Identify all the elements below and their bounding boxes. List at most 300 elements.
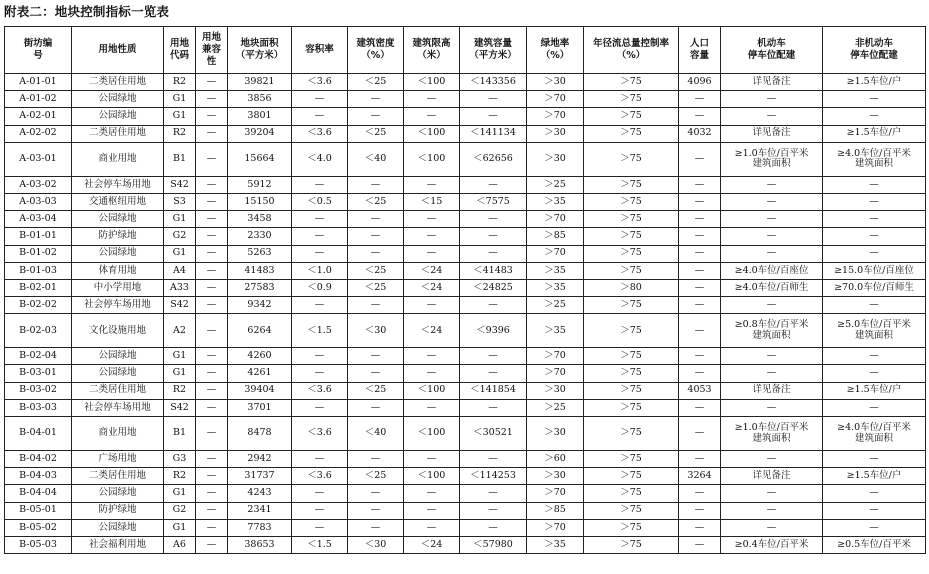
table-cell: —: [404, 502, 460, 519]
table-row: [5, 536, 926, 553]
table-cell: 详见备注: [721, 382, 823, 399]
table-cell: 2341: [228, 502, 292, 519]
table-cell: —: [196, 348, 228, 365]
table-cell: —: [348, 502, 404, 519]
table-cell: —: [679, 348, 721, 365]
table-cell: —: [679, 176, 721, 193]
table-cell: —: [404, 348, 460, 365]
table-row: [5, 297, 926, 314]
table-cell: —: [823, 228, 926, 245]
table-cell: 文化设施用地: [72, 314, 164, 348]
table-cell: ＞75: [584, 519, 679, 536]
table-cell: ＜7575: [460, 193, 527, 210]
table-cell: 4053: [679, 382, 721, 399]
column-header: 建筑限高 （米）: [404, 27, 460, 74]
table-cell: ＞35: [527, 193, 584, 210]
table-cell: —: [196, 245, 228, 262]
table-cell: —: [348, 485, 404, 502]
table-cell: —: [721, 519, 823, 536]
table-cell: —: [679, 399, 721, 416]
table-cell: 3264: [679, 468, 721, 485]
table-row: [5, 176, 926, 193]
table-cell: —: [460, 485, 527, 502]
table-cell: A-03-03: [5, 193, 72, 210]
table-cell: R2: [164, 125, 196, 142]
table-cell: —: [292, 176, 348, 193]
table-cell: 39821: [228, 74, 292, 91]
table-cell: ＞70: [527, 108, 584, 125]
table-cell: B-04-02: [5, 451, 72, 468]
table-row: [5, 108, 926, 125]
table-cell: ＜100: [404, 417, 460, 451]
table-cell: 中小学用地: [72, 279, 164, 296]
table-cell: ≥1.5车位/户: [823, 74, 926, 91]
table-cell: ＞75: [584, 142, 679, 176]
table-cell: —: [348, 348, 404, 365]
table-cell: ＜24: [404, 262, 460, 279]
table-cell: 交通枢纽用地: [72, 193, 164, 210]
table-cell: B-03-02: [5, 382, 72, 399]
table-cell: —: [679, 108, 721, 125]
table-cell: 9342: [228, 297, 292, 314]
table-cell: —: [196, 519, 228, 536]
table-cell: R2: [164, 74, 196, 91]
table-cell: —: [679, 485, 721, 502]
table-cell: ≥1.5车位/户: [823, 125, 926, 142]
table-cell: —: [292, 245, 348, 262]
table-cell: ≥0.4车位/百平米: [721, 536, 823, 553]
table-cell: ＜1.0: [292, 262, 348, 279]
table-cell: —: [721, 193, 823, 210]
table-cell: ＜3.6: [292, 74, 348, 91]
table-cell: —: [823, 365, 926, 382]
table-cell: B-02-01: [5, 279, 72, 296]
table-cell: ＞85: [527, 228, 584, 245]
table-cell: ＞75: [584, 399, 679, 416]
table-cell: —: [292, 348, 348, 365]
table-cell: ＜0.5: [292, 193, 348, 210]
table-cell: —: [196, 314, 228, 348]
table-cell: ＞35: [527, 279, 584, 296]
table-cell: —: [348, 245, 404, 262]
table-cell: ＞75: [584, 485, 679, 502]
table-cell: —: [196, 228, 228, 245]
table-cell: G2: [164, 228, 196, 245]
table-cell: 38653: [228, 536, 292, 553]
table-cell: 公园绿地: [72, 245, 164, 262]
table-cell: B1: [164, 142, 196, 176]
table-cell: ≥4.0车位/百平米 建筑面积: [823, 417, 926, 451]
table-cell: B-05-03: [5, 536, 72, 553]
table-cell: B-01-03: [5, 262, 72, 279]
table-cell: 公园绿地: [72, 108, 164, 125]
table-cell: —: [721, 245, 823, 262]
table-cell: 15150: [228, 193, 292, 210]
table-cell: ＜40: [348, 417, 404, 451]
table-cell: ＜100: [404, 125, 460, 142]
table-cell: ＞35: [527, 536, 584, 553]
table-row: [5, 193, 926, 210]
table-cell: —: [679, 297, 721, 314]
table-cell: 公园绿地: [72, 211, 164, 228]
table-row: [5, 142, 926, 176]
table-cell: 5263: [228, 245, 292, 262]
table-cell: B-03-01: [5, 365, 72, 382]
table-cell: —: [823, 193, 926, 210]
table-cell: ＞70: [527, 245, 584, 262]
table-cell: —: [460, 365, 527, 382]
table-cell: R2: [164, 382, 196, 399]
table-cell: —: [196, 502, 228, 519]
column-header: 街坊编 号: [5, 27, 72, 74]
table-cell: —: [823, 91, 926, 108]
table-cell: —: [679, 228, 721, 245]
table-cell: ＞85: [527, 502, 584, 519]
table-cell: ＞70: [527, 519, 584, 536]
table-cell: A-01-02: [5, 91, 72, 108]
table-cell: ＜25: [348, 382, 404, 399]
table-cell: ＜3.6: [292, 382, 348, 399]
table-cell: ≥1.5车位/户: [823, 382, 926, 399]
table-cell: —: [348, 91, 404, 108]
table-cell: 商业用地: [72, 142, 164, 176]
table-cell: —: [348, 176, 404, 193]
table-cell: —: [196, 297, 228, 314]
table-cell: ＞25: [527, 176, 584, 193]
table-cell: —: [679, 211, 721, 228]
column-header: 机动车 停车位配建: [721, 27, 823, 74]
table-cell: B-02-03: [5, 314, 72, 348]
table-row: [5, 262, 926, 279]
table-cell: —: [348, 365, 404, 382]
table-cell: —: [196, 211, 228, 228]
table-cell: A-03-02: [5, 176, 72, 193]
table-cell: ＞75: [584, 365, 679, 382]
column-header: 建筑密度 （%）: [348, 27, 404, 74]
table-cell: 5912: [228, 176, 292, 193]
table-cell: —: [460, 176, 527, 193]
table-cell: A6: [164, 536, 196, 553]
table-cell: A-03-01: [5, 142, 72, 176]
table-cell: ＜3.6: [292, 468, 348, 485]
table-cell: —: [348, 451, 404, 468]
table-cell: —: [404, 91, 460, 108]
table-cell: —: [196, 365, 228, 382]
table-cell: ＞75: [584, 176, 679, 193]
table-cell: ＞30: [527, 125, 584, 142]
table-cell: —: [460, 211, 527, 228]
table-cell: ＜24825: [460, 279, 527, 296]
table-cell: —: [460, 91, 527, 108]
table-cell: ＞75: [584, 228, 679, 245]
table-cell: —: [196, 382, 228, 399]
table-cell: —: [292, 91, 348, 108]
table-cell: ＞30: [527, 468, 584, 485]
table-cell: ＜100: [404, 142, 460, 176]
table-cell: —: [404, 228, 460, 245]
table-cell: —: [196, 279, 228, 296]
table-cell: ＜30: [348, 536, 404, 553]
column-header: 容积率: [292, 27, 348, 74]
table-cell: —: [348, 399, 404, 416]
table-cell: ＜30521: [460, 417, 527, 451]
table-cell: 公园绿地: [72, 485, 164, 502]
table-cell: ＞75: [584, 536, 679, 553]
table-cell: 39404: [228, 382, 292, 399]
table-cell: ≥4.0车位/百师生: [721, 279, 823, 296]
table-cell: ＞75: [584, 417, 679, 451]
table-cell: S42: [164, 399, 196, 416]
table-cell: —: [292, 108, 348, 125]
table-cell: 31737: [228, 468, 292, 485]
table-cell: —: [460, 399, 527, 416]
table-cell: ≥5.0车位/百平米 建筑面积: [823, 314, 926, 348]
table-cell: ＞75: [584, 245, 679, 262]
table-cell: 2330: [228, 228, 292, 245]
table-cell: G3: [164, 451, 196, 468]
table-cell: 3856: [228, 91, 292, 108]
table-cell: B1: [164, 417, 196, 451]
table-row: [5, 228, 926, 245]
table-cell: —: [721, 485, 823, 502]
table-cell: A33: [164, 279, 196, 296]
table-cell: —: [292, 399, 348, 416]
table-row: [5, 382, 926, 399]
table-cell: 公园绿地: [72, 91, 164, 108]
table-cell: —: [721, 211, 823, 228]
table-cell: —: [679, 417, 721, 451]
table-cell: —: [460, 228, 527, 245]
table-cell: G1: [164, 91, 196, 108]
table-cell: —: [348, 228, 404, 245]
table-cell: ＞30: [527, 417, 584, 451]
table-cell: ＜41483: [460, 262, 527, 279]
table-cell: 体育用地: [72, 262, 164, 279]
table-cell: 二类居住用地: [72, 468, 164, 485]
table-cell: —: [823, 519, 926, 536]
table-cell: ＞75: [584, 468, 679, 485]
page-title: 附表二：地块控制指标一览表: [4, 4, 170, 19]
table-cell: —: [679, 142, 721, 176]
table-cell: —: [823, 176, 926, 193]
table-cell: ≥70.0车位/百师生: [823, 279, 926, 296]
table-cell: 4261: [228, 365, 292, 382]
table-cell: —: [460, 348, 527, 365]
table-cell: ＞25: [527, 399, 584, 416]
table-cell: ＜3.6: [292, 417, 348, 451]
table-cell: 二类居住用地: [72, 74, 164, 91]
table-cell: —: [404, 245, 460, 262]
table-cell: ＞75: [584, 108, 679, 125]
table-cell: 15664: [228, 142, 292, 176]
table-cell: —: [404, 176, 460, 193]
table-cell: 6264: [228, 314, 292, 348]
table-cell: ＜15: [404, 193, 460, 210]
table-cell: —: [721, 451, 823, 468]
column-header: 建筑容量 （平方米）: [460, 27, 527, 74]
table-cell: ＜25: [348, 74, 404, 91]
table-row: [5, 74, 926, 91]
table-cell: —: [679, 262, 721, 279]
table-cell: ＞75: [584, 193, 679, 210]
table-cell: ＜143356: [460, 74, 527, 91]
table-row: [5, 485, 926, 502]
table-cell: ＜141134: [460, 125, 527, 142]
table-cell: —: [679, 519, 721, 536]
table-cell: ＞35: [527, 262, 584, 279]
table-cell: 3801: [228, 108, 292, 125]
table-row: [5, 245, 926, 262]
table-cell: ＜30: [348, 314, 404, 348]
table-cell: B-04-04: [5, 485, 72, 502]
table-cell: ＞75: [584, 314, 679, 348]
table-row: [5, 314, 926, 348]
table-cell: —: [348, 108, 404, 125]
table-cell: B-04-03: [5, 468, 72, 485]
table-row: [5, 365, 926, 382]
table-cell: A-01-01: [5, 74, 72, 91]
table-cell: —: [823, 245, 926, 262]
table-cell: 公园绿地: [72, 365, 164, 382]
column-header: 用地性质: [72, 27, 164, 74]
table-cell: A2: [164, 314, 196, 348]
table-cell: 防护绿地: [72, 228, 164, 245]
table-cell: ≥4.0车位/百平米 建筑面积: [823, 142, 926, 176]
table-cell: ＜4.0: [292, 142, 348, 176]
table-cell: 4032: [679, 125, 721, 142]
table-cell: G2: [164, 502, 196, 519]
table-cell: ＜1.5: [292, 314, 348, 348]
table-cell: —: [404, 519, 460, 536]
table-row: [5, 125, 926, 142]
table-row: [5, 211, 926, 228]
column-header: 人口 容量: [679, 27, 721, 74]
table-cell: —: [196, 417, 228, 451]
table-cell: 二类居住用地: [72, 125, 164, 142]
table-cell: —: [292, 228, 348, 245]
table-cell: —: [404, 399, 460, 416]
table-cell: B-01-02: [5, 245, 72, 262]
table-cell: —: [721, 399, 823, 416]
table-cell: 详见备注: [721, 125, 823, 142]
table-cell: 2942: [228, 451, 292, 468]
table-cell: ＜3.6: [292, 125, 348, 142]
table-cell: ＞80: [584, 279, 679, 296]
table-cell: —: [823, 211, 926, 228]
table-cell: ＜24: [404, 314, 460, 348]
table-row: [5, 502, 926, 519]
table-cell: —: [823, 451, 926, 468]
table-cell: —: [404, 297, 460, 314]
table-cell: —: [721, 348, 823, 365]
table-cell: —: [348, 297, 404, 314]
table-cell: ＞75: [584, 91, 679, 108]
table-cell: —: [721, 176, 823, 193]
table-cell: 公园绿地: [72, 348, 164, 365]
table-cell: ＜24: [404, 536, 460, 553]
table-cell: 7783: [228, 519, 292, 536]
table-cell: —: [679, 245, 721, 262]
table-cell: ＞70: [527, 365, 584, 382]
table-cell: —: [404, 485, 460, 502]
table-cell: A-03-04: [5, 211, 72, 228]
table-cell: —: [196, 176, 228, 193]
table-cell: B-01-01: [5, 228, 72, 245]
table-cell: ＜1.5: [292, 536, 348, 553]
table-cell: ＞35: [527, 314, 584, 348]
table-cell: ＞75: [584, 348, 679, 365]
table-cell: —: [823, 108, 926, 125]
table-cell: —: [721, 108, 823, 125]
table-row: [5, 348, 926, 365]
table-cell: ＜9396: [460, 314, 527, 348]
table-row: [5, 451, 926, 468]
table-cell: ≥0.8车位/百平米 建筑面积: [721, 314, 823, 348]
table-cell: B-05-01: [5, 502, 72, 519]
table-cell: 防护绿地: [72, 502, 164, 519]
table-cell: —: [460, 451, 527, 468]
table-cell: 社会停车场用地: [72, 176, 164, 193]
table-cell: —: [196, 485, 228, 502]
table-cell: ＜25: [348, 262, 404, 279]
table-cell: ＞70: [527, 211, 584, 228]
table-cell: —: [679, 279, 721, 296]
table-cell: R2: [164, 468, 196, 485]
table-cell: B-05-02: [5, 519, 72, 536]
table-cell: 3458: [228, 211, 292, 228]
table-cell: —: [679, 365, 721, 382]
table-cell: S3: [164, 193, 196, 210]
table-cell: ＞25: [527, 297, 584, 314]
table-cell: ＜57980: [460, 536, 527, 553]
table-cell: ＜100: [404, 74, 460, 91]
table-cell: —: [721, 502, 823, 519]
table-cell: —: [460, 502, 527, 519]
table-cell: 3701: [228, 399, 292, 416]
table-cell: ＜25: [348, 279, 404, 296]
table-cell: ≥1.0车位/百平米 建筑面积: [721, 142, 823, 176]
table-cell: ＞70: [527, 485, 584, 502]
table-cell: 4260: [228, 348, 292, 365]
table-cell: ＞30: [527, 74, 584, 91]
table-cell: —: [292, 485, 348, 502]
table-cell: —: [404, 211, 460, 228]
table-cell: —: [460, 297, 527, 314]
table-cell: —: [679, 91, 721, 108]
table-cell: 4243: [228, 485, 292, 502]
table-cell: —: [721, 228, 823, 245]
table-cell: ＜100: [404, 382, 460, 399]
table-cell: —: [292, 365, 348, 382]
table-cell: G1: [164, 108, 196, 125]
table-cell: 详见备注: [721, 74, 823, 91]
table-cell: —: [196, 91, 228, 108]
table-row: [5, 417, 926, 451]
table-cell: —: [823, 348, 926, 365]
table-cell: 广场用地: [72, 451, 164, 468]
table-cell: ＜141854: [460, 382, 527, 399]
table-cell: ＜100: [404, 468, 460, 485]
table-cell: —: [196, 262, 228, 279]
table-cell: —: [404, 451, 460, 468]
table-cell: G1: [164, 211, 196, 228]
table-cell: 社会停车场用地: [72, 399, 164, 416]
table-cell: ≥0.5车位/百平米: [823, 536, 926, 553]
table-cell: —: [196, 193, 228, 210]
table-cell: —: [823, 485, 926, 502]
table-row: [5, 468, 926, 485]
table-cell: A4: [164, 262, 196, 279]
